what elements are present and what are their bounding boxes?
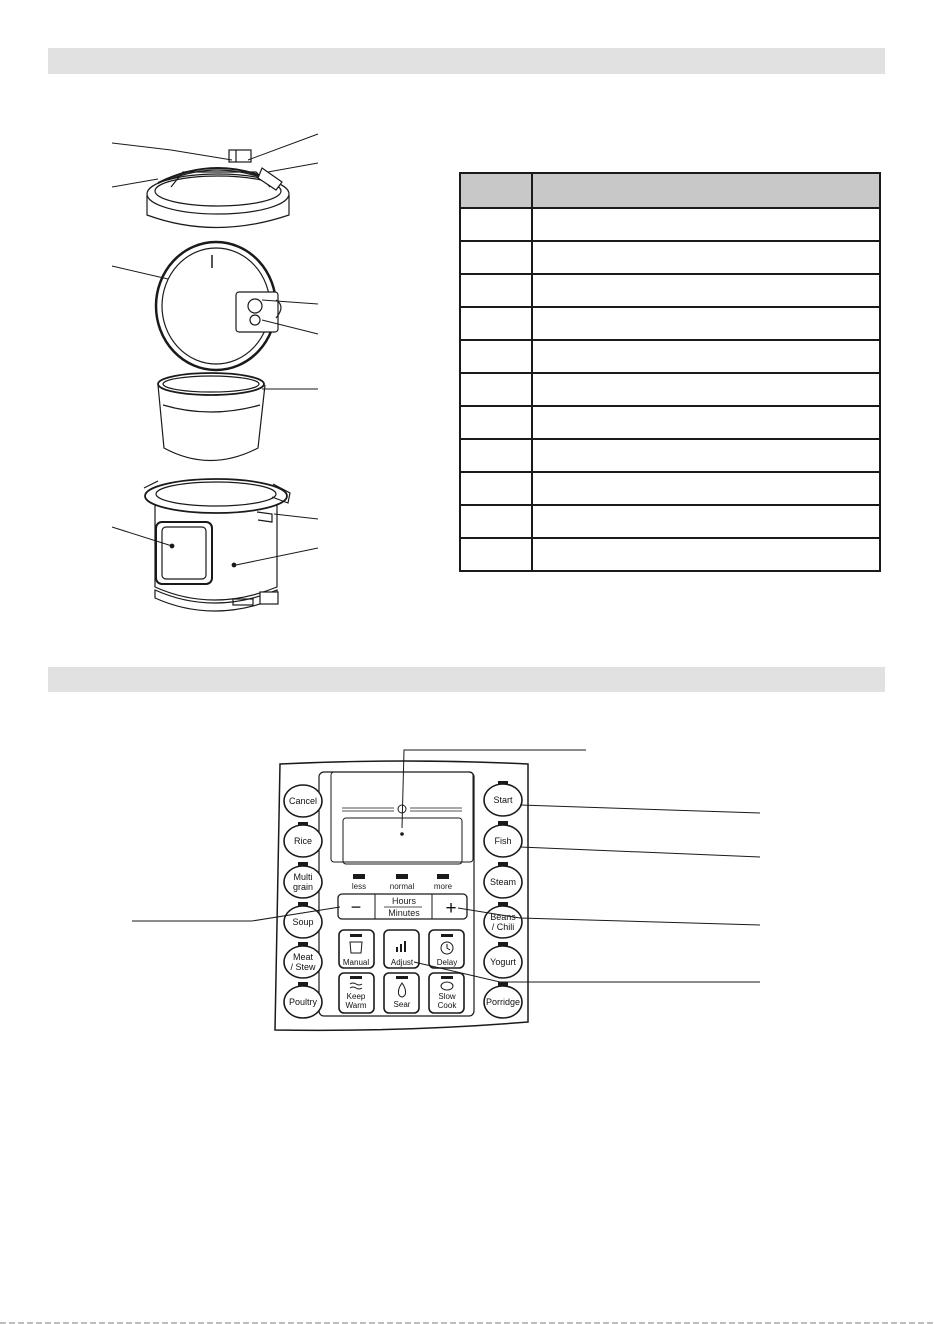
table-cell — [460, 472, 532, 505]
button-label: Beans — [490, 912, 516, 922]
table-cell — [460, 340, 532, 373]
button-label: Keep — [346, 992, 366, 1001]
table-cell — [460, 307, 532, 340]
table-cell — [532, 538, 880, 571]
minus-button: − — [350, 897, 362, 917]
meat-stew-button — [284, 942, 322, 978]
button-label: Fish — [494, 836, 512, 846]
table-row — [460, 241, 880, 274]
button-label: / Chili — [491, 922, 515, 932]
minutes-label: Minutes — [388, 908, 420, 918]
button-label: Yogurt — [490, 957, 516, 967]
button-label: Porridge — [485, 997, 521, 1007]
table-cell — [460, 505, 532, 538]
plus-button: + — [445, 898, 457, 919]
left-buttons — [284, 785, 322, 1018]
parts-table — [459, 172, 881, 572]
button-label: Cook — [437, 1001, 457, 1010]
table-cell — [532, 373, 880, 406]
button-label: Cancel — [288, 796, 318, 806]
table-row — [460, 439, 880, 472]
button-label: Rice — [293, 836, 313, 846]
button-label: Multi — [293, 872, 313, 882]
table-cell — [532, 406, 880, 439]
center-buttons — [339, 930, 464, 1013]
button-label: Poultry — [288, 997, 318, 1007]
pressure-cooker-exploded-diagram — [100, 125, 330, 625]
rice-button — [284, 822, 322, 857]
button-label: grain — [292, 882, 314, 892]
table-header-cell — [532, 173, 880, 208]
table-row — [460, 274, 880, 307]
table-row — [460, 472, 880, 505]
table-cell — [532, 340, 880, 373]
table-cell — [532, 241, 880, 274]
beans-chili-button — [484, 902, 522, 938]
button-label: Manual — [342, 958, 370, 967]
slow-cook-button — [429, 973, 464, 1013]
table-cell — [532, 439, 880, 472]
sear-button — [384, 973, 419, 1013]
lid-drawing — [147, 150, 289, 228]
button-label: Steam — [489, 877, 517, 887]
table-cell — [460, 439, 532, 472]
level-label: normal — [389, 882, 415, 891]
table-cell — [532, 307, 880, 340]
table-cell — [460, 373, 532, 406]
button-label: Slow — [438, 992, 456, 1001]
cooker-body-drawing — [144, 479, 290, 611]
parts-table-header-row — [460, 173, 880, 208]
button-label: Warm — [345, 1001, 367, 1010]
porridge-button — [484, 982, 522, 1018]
button-label: Meat — [292, 952, 314, 962]
poultry-button — [284, 982, 322, 1018]
table-cell — [532, 472, 880, 505]
manual-button — [339, 930, 374, 968]
cancel-button — [284, 785, 322, 817]
fish-button — [484, 821, 522, 857]
time-adjust-control — [338, 894, 467, 919]
inner-pot-drawing — [158, 373, 265, 461]
table-cell — [532, 505, 880, 538]
control-panel-section-header — [48, 667, 885, 692]
table-row — [460, 340, 880, 373]
table-row — [460, 307, 880, 340]
button-label: Adjust — [390, 958, 414, 967]
table-cell — [460, 538, 532, 571]
button-label: / Stew — [290, 962, 316, 972]
button-label: Start — [493, 795, 513, 805]
multi-grain-button — [284, 862, 322, 898]
table-cell — [532, 208, 880, 241]
table-row — [460, 373, 880, 406]
table-cell — [460, 406, 532, 439]
table-cell — [460, 274, 532, 307]
table-header-cell — [460, 173, 532, 208]
steam-button — [484, 862, 522, 898]
table-cell — [460, 241, 532, 274]
keep-warm-button — [339, 973, 374, 1013]
control-panel-diagram — [0, 740, 934, 1040]
table-row — [460, 406, 880, 439]
yogurt-button — [484, 942, 522, 978]
table-row — [460, 505, 880, 538]
parts-section-header — [48, 48, 885, 74]
level-label: more — [433, 882, 453, 891]
adjust-button — [384, 930, 419, 968]
sealing-ring-drawing — [156, 242, 281, 370]
start-button — [484, 781, 522, 816]
table-cell — [532, 274, 880, 307]
button-label: Delay — [436, 958, 458, 967]
button-label: Sear — [393, 1000, 411, 1009]
button-label: Soup — [292, 917, 314, 927]
soup-button — [284, 902, 322, 938]
table-row — [460, 538, 880, 571]
level-indicators — [352, 874, 453, 891]
table-cell — [460, 208, 532, 241]
level-label: less — [351, 882, 367, 891]
table-row — [460, 208, 880, 241]
delay-button — [429, 930, 464, 968]
hours-label: Hours — [391, 896, 417, 906]
